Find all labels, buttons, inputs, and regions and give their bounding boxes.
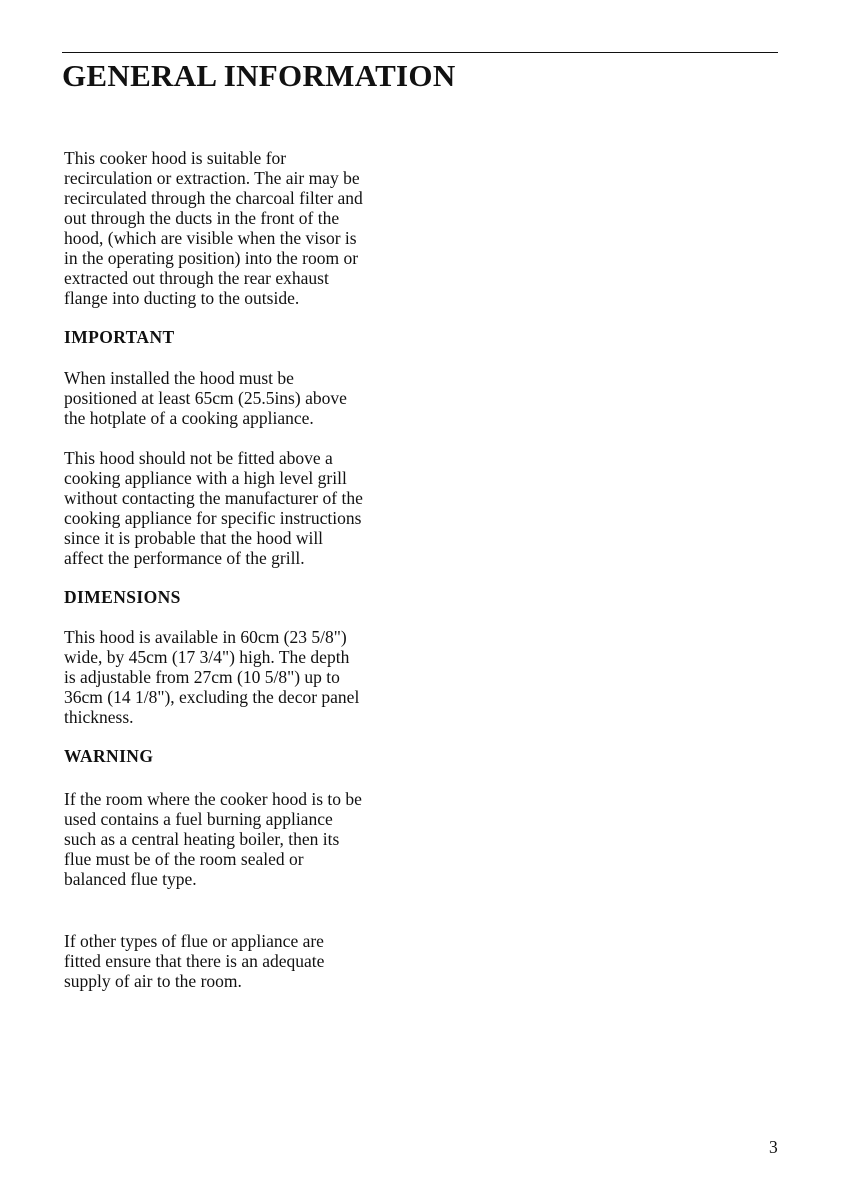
dimensions-line: is adjustable from 27cm (10 5/8") up to [64, 667, 340, 687]
warning-heading: WARNING [64, 746, 154, 766]
important-paragraph-1 [64, 368, 434, 428]
important-line: the hotplate of a cooking appliance. [64, 408, 314, 428]
important-line: without contacting the manufacturer of the [64, 488, 363, 508]
important-line: positioned at least 65cm (25.5ins) above [64, 388, 347, 408]
dimensions-heading: DIMENSIONS [64, 587, 181, 607]
dimensions-line: 36cm (14 1/8"), excluding the decor panel [64, 687, 360, 707]
warning-paragraph-1 [64, 789, 434, 889]
dimensions-line: thickness. [64, 707, 134, 727]
intro-line: hood, (which are visible when the visor is [64, 228, 357, 248]
important-line: affect the performance of the grill. [64, 548, 305, 568]
intro-line: extracted out through the rear exhaust [64, 268, 329, 288]
intro-line: in the operating position) into the room or [64, 248, 359, 268]
important-line: cooking appliance with a high level grill [64, 468, 347, 488]
warning-line: If other types of flue or appliance are [64, 931, 324, 951]
intro-line: out through the ducts in the front of the [64, 208, 340, 228]
warning-line: If the room where the cooker hood is to be [64, 789, 362, 809]
intro-line: flange into ducting to the outside. [64, 288, 300, 308]
dimensions-line: wide, by 45cm (17 3/4") high. The depth [64, 647, 350, 667]
page-number: 3 [769, 1137, 778, 1157]
intro-line: recirculated through the charcoal filter and [64, 188, 363, 208]
warning-line: balanced flue type. [64, 869, 197, 889]
warning-line: flue must be of the room sealed or [64, 849, 304, 869]
dimensions-paragraph [64, 627, 434, 727]
intro-paragraph [64, 148, 434, 308]
important-line: cooking appliance for specific instructions [64, 508, 362, 528]
important-line: When installed the hood must be [64, 368, 294, 388]
dimensions-line: This hood is available in 60cm (23 5/8") [64, 627, 347, 647]
important-line: This hood should not be fitted above a [64, 448, 333, 468]
intro-line: This cooker hood is suitable for [64, 148, 287, 168]
important-paragraph-2 [64, 448, 434, 568]
title-rule [62, 52, 778, 53]
warning-paragraph-2 [64, 931, 434, 991]
important-line: since it is probable that the hood will [64, 528, 324, 548]
warning-line: supply of air to the room. [64, 971, 242, 991]
page-title: GENERAL INFORMATION [62, 58, 456, 93]
warning-line: fitted ensure that there is an adequate [64, 951, 325, 971]
important-heading: IMPORTANT [64, 327, 175, 347]
warning-line: such as a central heating boiler, then its [64, 829, 340, 849]
warning-line: used contains a fuel burning appliance [64, 809, 333, 829]
intro-line: recirculation or extraction. The air may be [64, 168, 360, 188]
